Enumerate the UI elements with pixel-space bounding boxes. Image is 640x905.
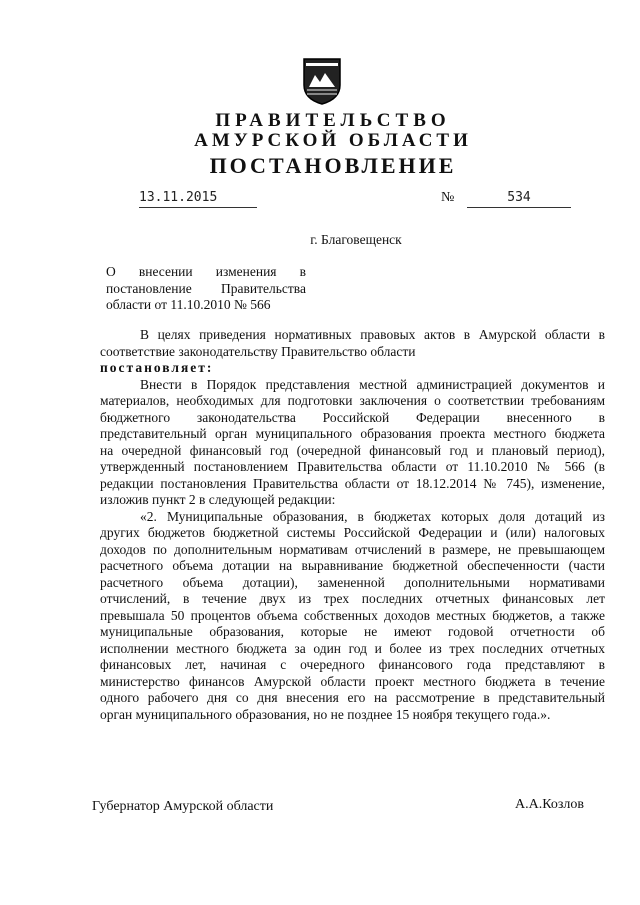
city-label: г. Благовещенск <box>310 232 402 247</box>
document-body <box>100 327 605 723</box>
region-heading: АМУРСКОЙ ОБЛАСТИ <box>194 130 472 151</box>
signatory-name: А.А.Козлов <box>515 797 584 812</box>
body-line: доходов по дополнительным нормативам отчислений в размере, не превышающем <box>100 541 605 557</box>
body-line: материалов, необходимых для подготовки заключения о соответствии требованиям <box>100 393 605 408</box>
document-date: 13.11.2015 <box>139 190 257 208</box>
number-label: № <box>441 190 455 205</box>
body-line: министерство финансов Амурской области проект местного бюджета в течение <box>100 673 605 689</box>
document-type-heading: ПОСТАНОВЛЕНИЕ <box>209 153 457 178</box>
body-line: расчетного объема дотации), замененной дополнительными нормативами <box>100 574 605 590</box>
body-line: финансовых лет, начиная с очередного финансового года представляют в <box>100 657 605 672</box>
body-line: муниципальные образования, которые не имеют годовой отчетности об <box>100 624 605 639</box>
body-line: соответствие законодательству Правительство области <box>100 343 416 359</box>
body-line: превышала 50 процентов объема собственных доходов местных бюджетов, а также <box>100 607 605 623</box>
resolves-keyword: постановляет: <box>100 360 214 375</box>
body-line: представительный орган муниципального образования проекта местного бюджета <box>100 426 605 441</box>
body-line: одного рабочего дня со дня внесения его на рассмотрение в представительный <box>100 690 605 705</box>
body-line: изложив пункт 2 в следующей редакции: <box>100 492 336 507</box>
body-line: Внести в Порядок представления местной администрацией документов и <box>140 376 605 392</box>
body-line: расчетного объема дотации на выравнивание бюджетной обеспеченности (части <box>100 558 605 573</box>
subject-line: области от 11.10.2010 № 566 <box>106 297 271 313</box>
subject-line: постановление Правительства <box>106 280 306 296</box>
body-line: на очередной финансовый год (очередной финансовый год и плановый период), <box>100 442 605 458</box>
signatory-title: Губернатор Амурской области <box>92 799 274 814</box>
document-number: 534 <box>467 190 571 208</box>
body-line: отчислений, в течение двух из трех последних отчетных финансовых лет <box>100 591 605 606</box>
subject-line: О внесении изменения в <box>106 264 306 279</box>
body-line: редакции постановления Правительства области от 18.12.2014 № 745), изменение, <box>100 475 605 491</box>
body-line: утвержденный постановлением Правительства области от 11.10.2010 № 566 (в <box>100 459 605 474</box>
body-line: других бюджетов бюджетной системы Российской Федерации и (или) налоговых <box>100 525 605 540</box>
coat-of-arms-icon <box>301 55 343 105</box>
document-subject <box>106 264 306 314</box>
body-line: бюджетного законодательства Российской Федерации внесенного в <box>100 409 605 425</box>
government-heading: ПРАВИТЕЛЬСТВО <box>215 110 451 131</box>
body-line: В целях приведения нормативных правовых актов в Амурской области в <box>140 327 605 342</box>
body-line: орган муниципального образования, но не позднее 15 ноября текущего года.». <box>100 706 551 722</box>
body-line: исполнении местного бюджета за один год и более из трех последних отчетных <box>100 640 605 656</box>
body-line: «2. Муниципальные образования, в бюджетах которых доля дотаций из <box>140 508 605 524</box>
